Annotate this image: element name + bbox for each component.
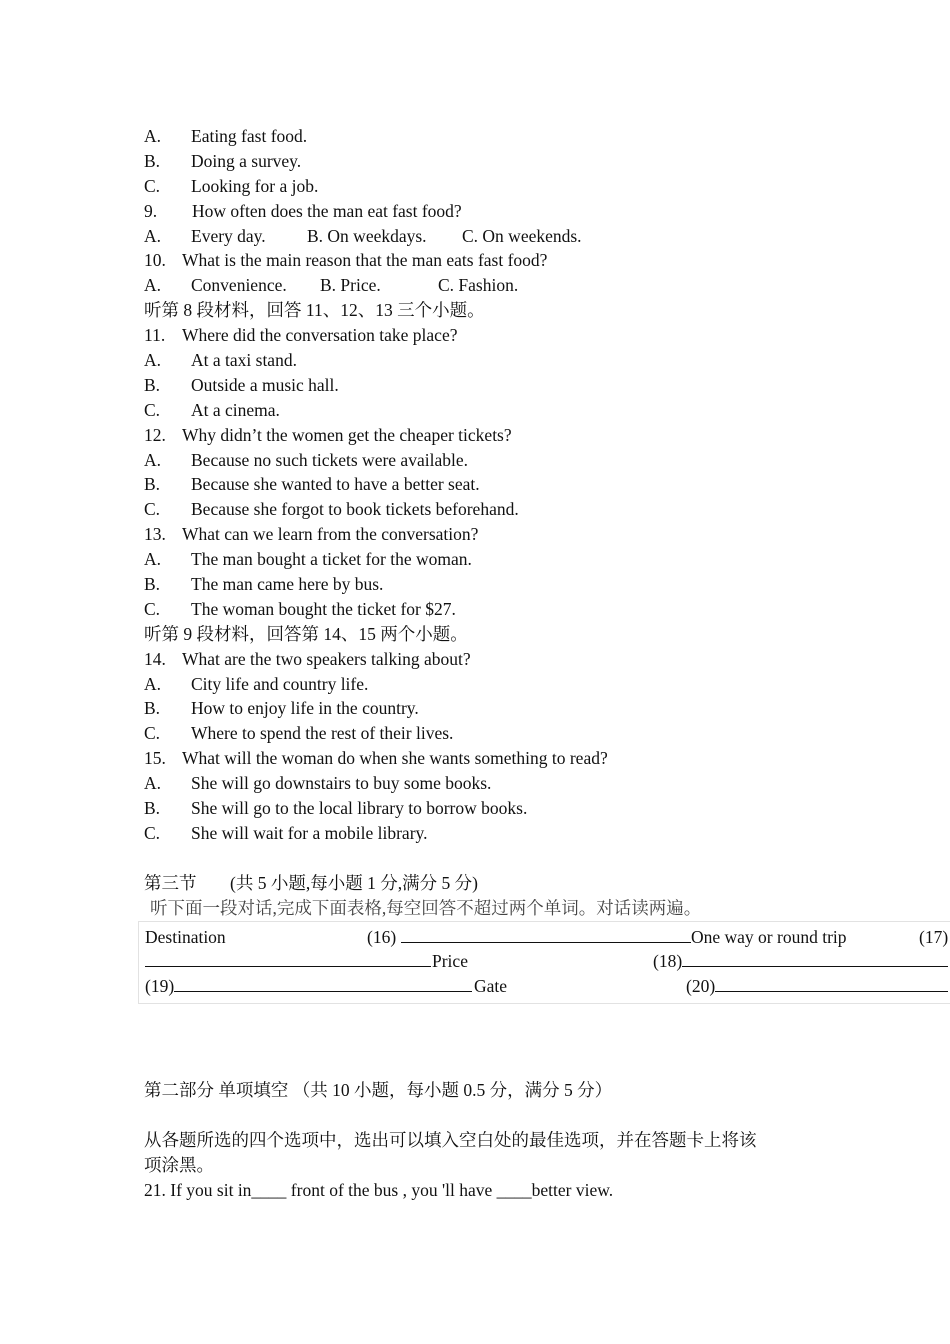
section-9-heading: 听第 9 段材料，回答第 14、15 两个小题。 <box>144 623 468 644</box>
option-line: A. Eating fast food. <box>144 126 308 146</box>
question-12: 12. Why didn’t the women get the cheaper tickets? <box>144 424 512 445</box>
option-line: B. She will go to the local library to borrow books. <box>144 798 528 819</box>
question-10-options: A. Convenience. B. Price. C. Fashion. <box>144 275 519 296</box>
section-3-instruction: 听下面一段对话,完成下面表格,每空回答不超过两个单词。对话读两遍。 <box>150 897 702 918</box>
question-21: 21. If you sit in____ front of the bus , you 'll have ____better view. <box>144 1179 614 1200</box>
question-9: 9. How often does the man eat fast food? <box>144 200 462 221</box>
blank-16: (16) <box>367 925 691 950</box>
part-2-instruction-cont: 项涂黑。 <box>144 1154 214 1175</box>
blank-17[interactable]: (17) <box>919 926 949 947</box>
spacer <box>144 1004 950 1078</box>
exam-page <box>144 124 950 1203</box>
question-13: 13. What can we learn from the conversation? <box>144 524 479 545</box>
part-2-heading: 第二部分 单项填空 （共 10 小题，每小题 0.5 分，满分 5 分） <box>144 1080 613 1101</box>
option-line: C. She will wait for a mobile library. <box>144 822 428 843</box>
option-line: B. Because she wanted to have a better seat. <box>144 474 480 495</box>
option-line: C. Looking for a job. <box>144 175 319 196</box>
option-line: B. How to enjoy life in the country. <box>144 698 419 719</box>
section-3-heading: 第三节 (共 5 小题,每小题 1 分,满分 5 分) <box>144 872 478 893</box>
price-label: Price <box>432 951 468 972</box>
table-row-2 <box>145 949 950 974</box>
option-line: A. The man bought a ticket for the woman. <box>144 549 472 570</box>
option-line: A. She will go downstairs to buy some books. <box>144 773 492 794</box>
section-8-heading: 听第 8 段材料，回答 11、12、13 三个小题。 <box>144 300 485 321</box>
spacer <box>144 846 950 871</box>
gate-label: Gate <box>474 976 508 997</box>
part-2-instruction: 从各题所选的四个选项中，选出可以填入空白处的最佳选项，并在答题卡上将该 <box>144 1129 757 1150</box>
option-line: A. At a taxi stand. <box>144 350 297 371</box>
table-row-1 <box>145 925 950 950</box>
question-14: 14. What are the two speakers talking about? <box>144 648 471 669</box>
option-line: C. The woman bought the ticket for $27. <box>144 598 456 619</box>
answer-blank[interactable] <box>145 949 431 974</box>
destination-label: Destination <box>145 926 226 947</box>
option-line: B. The man came here by bus. <box>144 574 384 595</box>
blank-18[interactable]: (18) <box>653 949 948 974</box>
fill-in-table <box>138 921 950 1005</box>
blank-19[interactable]: (19) <box>145 974 472 999</box>
option-line: A. City life and country life. <box>144 673 369 694</box>
option-line: C. Where to spend the rest of their lives. <box>144 723 454 744</box>
option-line: B. Doing a survey. <box>144 150 302 171</box>
option-line: A. Because no such tickets were available. <box>144 449 468 470</box>
blank-20[interactable]: (20) <box>686 974 948 999</box>
table-row-3 <box>145 974 950 999</box>
option-line: C. Because she forgot to book tickets beforehand. <box>144 499 519 520</box>
one-way-label: One way or round trip <box>691 926 847 947</box>
spacer <box>144 1103 950 1128</box>
question-10: 10. What is the main reason that the man eats fast food? <box>144 250 548 271</box>
question-15: 15. What will the woman do when she wants something to read? <box>144 748 608 769</box>
question-11: 11. Where did the conversation take place? <box>144 325 458 346</box>
answer-blank[interactable] <box>401 925 691 943</box>
question-9-options: A. Every day. B. On weekdays. C. On weekends. <box>144 225 582 246</box>
option-line: C. At a cinema. <box>144 399 280 420</box>
option-line: B. Outside a music hall. <box>144 374 339 395</box>
